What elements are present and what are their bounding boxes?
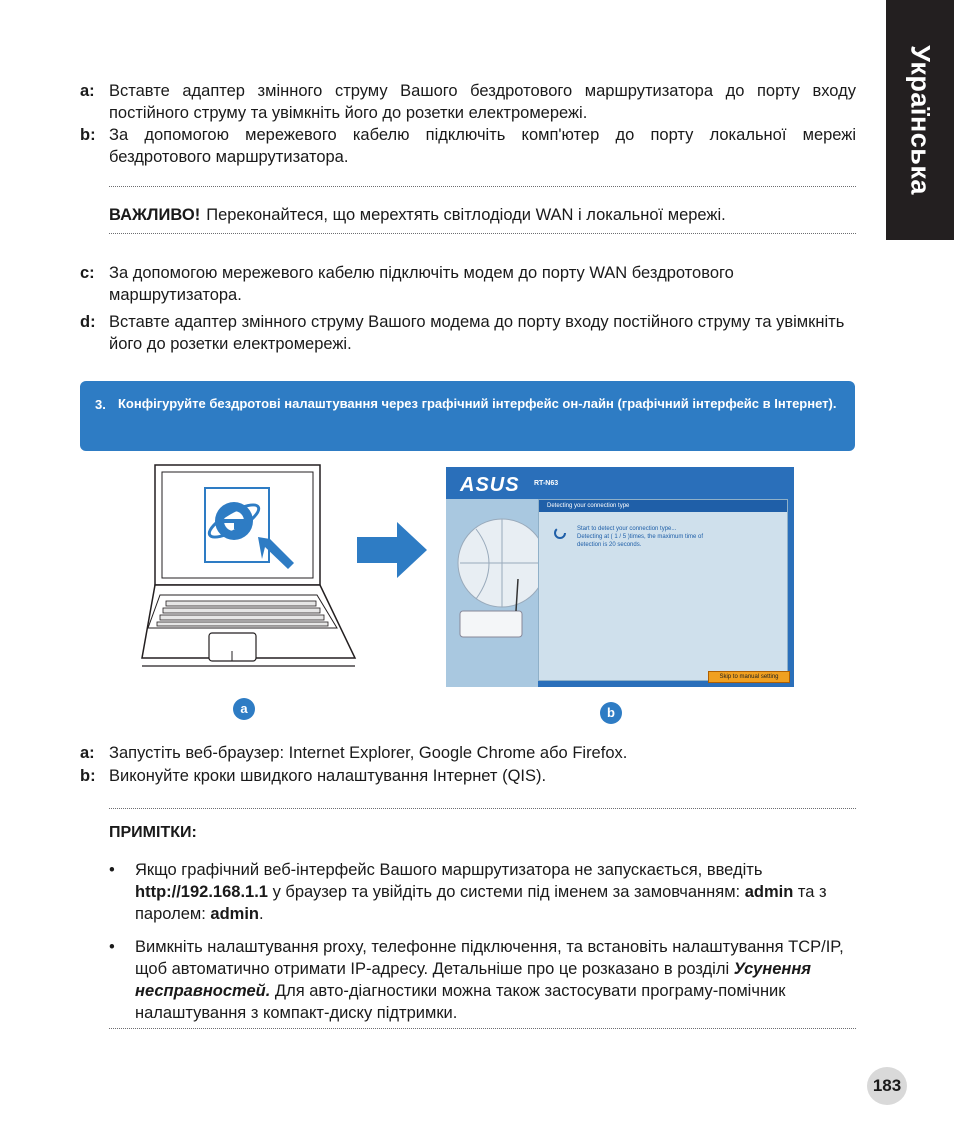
dotted-divider	[109, 233, 856, 234]
step-3-banner	[80, 381, 855, 451]
step-label: a:	[80, 82, 95, 100]
troubleshooting-reference: Усунення несправностей.	[135, 960, 812, 1000]
step-text: Вставте адаптер змінного струму Вашого модема до порту входу постійного струму та увімкніть його до розетки електромережі.	[109, 313, 845, 353]
skip-manual-setting-button[interactable]: Skip to manual setting	[708, 671, 790, 683]
step-text: За допомогою мережевого кабелю підключіть комп'ютер до порту локальної мережі бездротового маршрутизатора.	[109, 126, 856, 166]
banner-number: 3.	[95, 397, 106, 412]
step-label: d:	[80, 313, 96, 331]
default-password: admin	[210, 905, 260, 923]
router-model: RT-N63	[534, 480, 559, 487]
language-label: Українська	[905, 45, 936, 195]
asus-logo: ASUS	[460, 474, 520, 496]
globe-router-icon	[446, 499, 538, 687]
banner-text: Конфігуруйте бездротові налаштування через графічний інтерфейс он-лайн (графічний інтерфейс в Інтернет).	[118, 396, 837, 411]
dotted-divider	[109, 808, 856, 809]
bullet-dot: •	[109, 938, 115, 956]
step-a-launch-browser	[80, 742, 856, 764]
page-number: 183	[867, 1067, 907, 1105]
step-label: c:	[80, 264, 95, 282]
step-d-power-modem	[80, 311, 856, 355]
marker-b: b	[600, 702, 622, 724]
note-text: Вимкніть налаштування proxy, телефонне підключення, та встановіть налаштування TCP/IP, щоб автоматично отримати IP-адресу. Детальніше про це розказано в розділі	[135, 938, 844, 978]
loading-spinner-icon	[553, 526, 567, 540]
right-arrow-icon	[357, 522, 429, 578]
language-side-tab	[886, 0, 954, 240]
note-text: та з паролем:	[135, 883, 827, 923]
dotted-divider	[109, 186, 856, 187]
step-c-connect-modem	[80, 262, 856, 306]
marker-a: a	[233, 698, 255, 720]
important-note	[109, 204, 726, 226]
detection-panel	[538, 499, 788, 681]
router-url: http://192.168.1.1	[135, 883, 268, 901]
step-label: b:	[80, 767, 96, 785]
notes-title: ПРИМІТКИ:	[109, 824, 197, 841]
browser-icon-box	[204, 487, 300, 573]
important-label: ВАЖЛИВО!	[109, 206, 201, 224]
note-text: Якщо графічний веб-інтерфейс Вашого маршрутизатора не запускається, введіть	[135, 861, 763, 879]
step-b-qis	[80, 765, 856, 787]
note-text: Для авто-діагностики можна також застосувати програму-помічник налаштування з компакт-диску підтримки.	[135, 982, 786, 1022]
note-bullet-2	[109, 936, 859, 1024]
step-text: За допомогою мережевого кабелю підключіть модем до порту WAN бездротового маршрутизатора.	[109, 264, 734, 304]
default-username: admin	[744, 883, 794, 901]
detection-line-3: detection is 20 seconds.	[577, 542, 642, 548]
note-text: у браузер та увійдіть до системи під іменем за замовчанням:	[267, 883, 745, 901]
detection-line-2: Detecting at ( 1 / 5 )times, the maximum time of	[577, 534, 704, 540]
step-text: Вставте адаптер змінного струму Вашого бездротового маршрутизатора до порту входу постійного струму та увімкніть його до розетки електромережі.	[109, 82, 856, 122]
panel-title: Detecting your connection type	[539, 500, 787, 512]
step-text: Виконуйте кроки швидкого налаштування Інтернет (QIS).	[109, 767, 547, 785]
step-label: b:	[80, 126, 96, 144]
step-b-connect-computer	[80, 124, 856, 168]
dotted-divider	[109, 1028, 856, 1029]
router-web-ui-screenshot	[446, 467, 794, 687]
bullet-dot: •	[109, 861, 115, 879]
note-bullet-1	[109, 859, 859, 925]
step-a-power-router	[80, 80, 856, 124]
mouse-cursor-icon	[258, 537, 294, 569]
step-text: Запустіть веб-браузер: Internet Explorer, Google Chrome або Firefox.	[109, 744, 628, 762]
note-text: .	[259, 905, 264, 923]
detection-line-1: Start to detect your connection type...	[577, 526, 677, 532]
important-text: Переконайтеся, що мерехтять світлодіоди WAN і локальної мережі.	[206, 206, 726, 224]
step-label: a:	[80, 744, 95, 762]
detection-text	[577, 525, 777, 549]
router-graphic-area	[446, 499, 538, 687]
